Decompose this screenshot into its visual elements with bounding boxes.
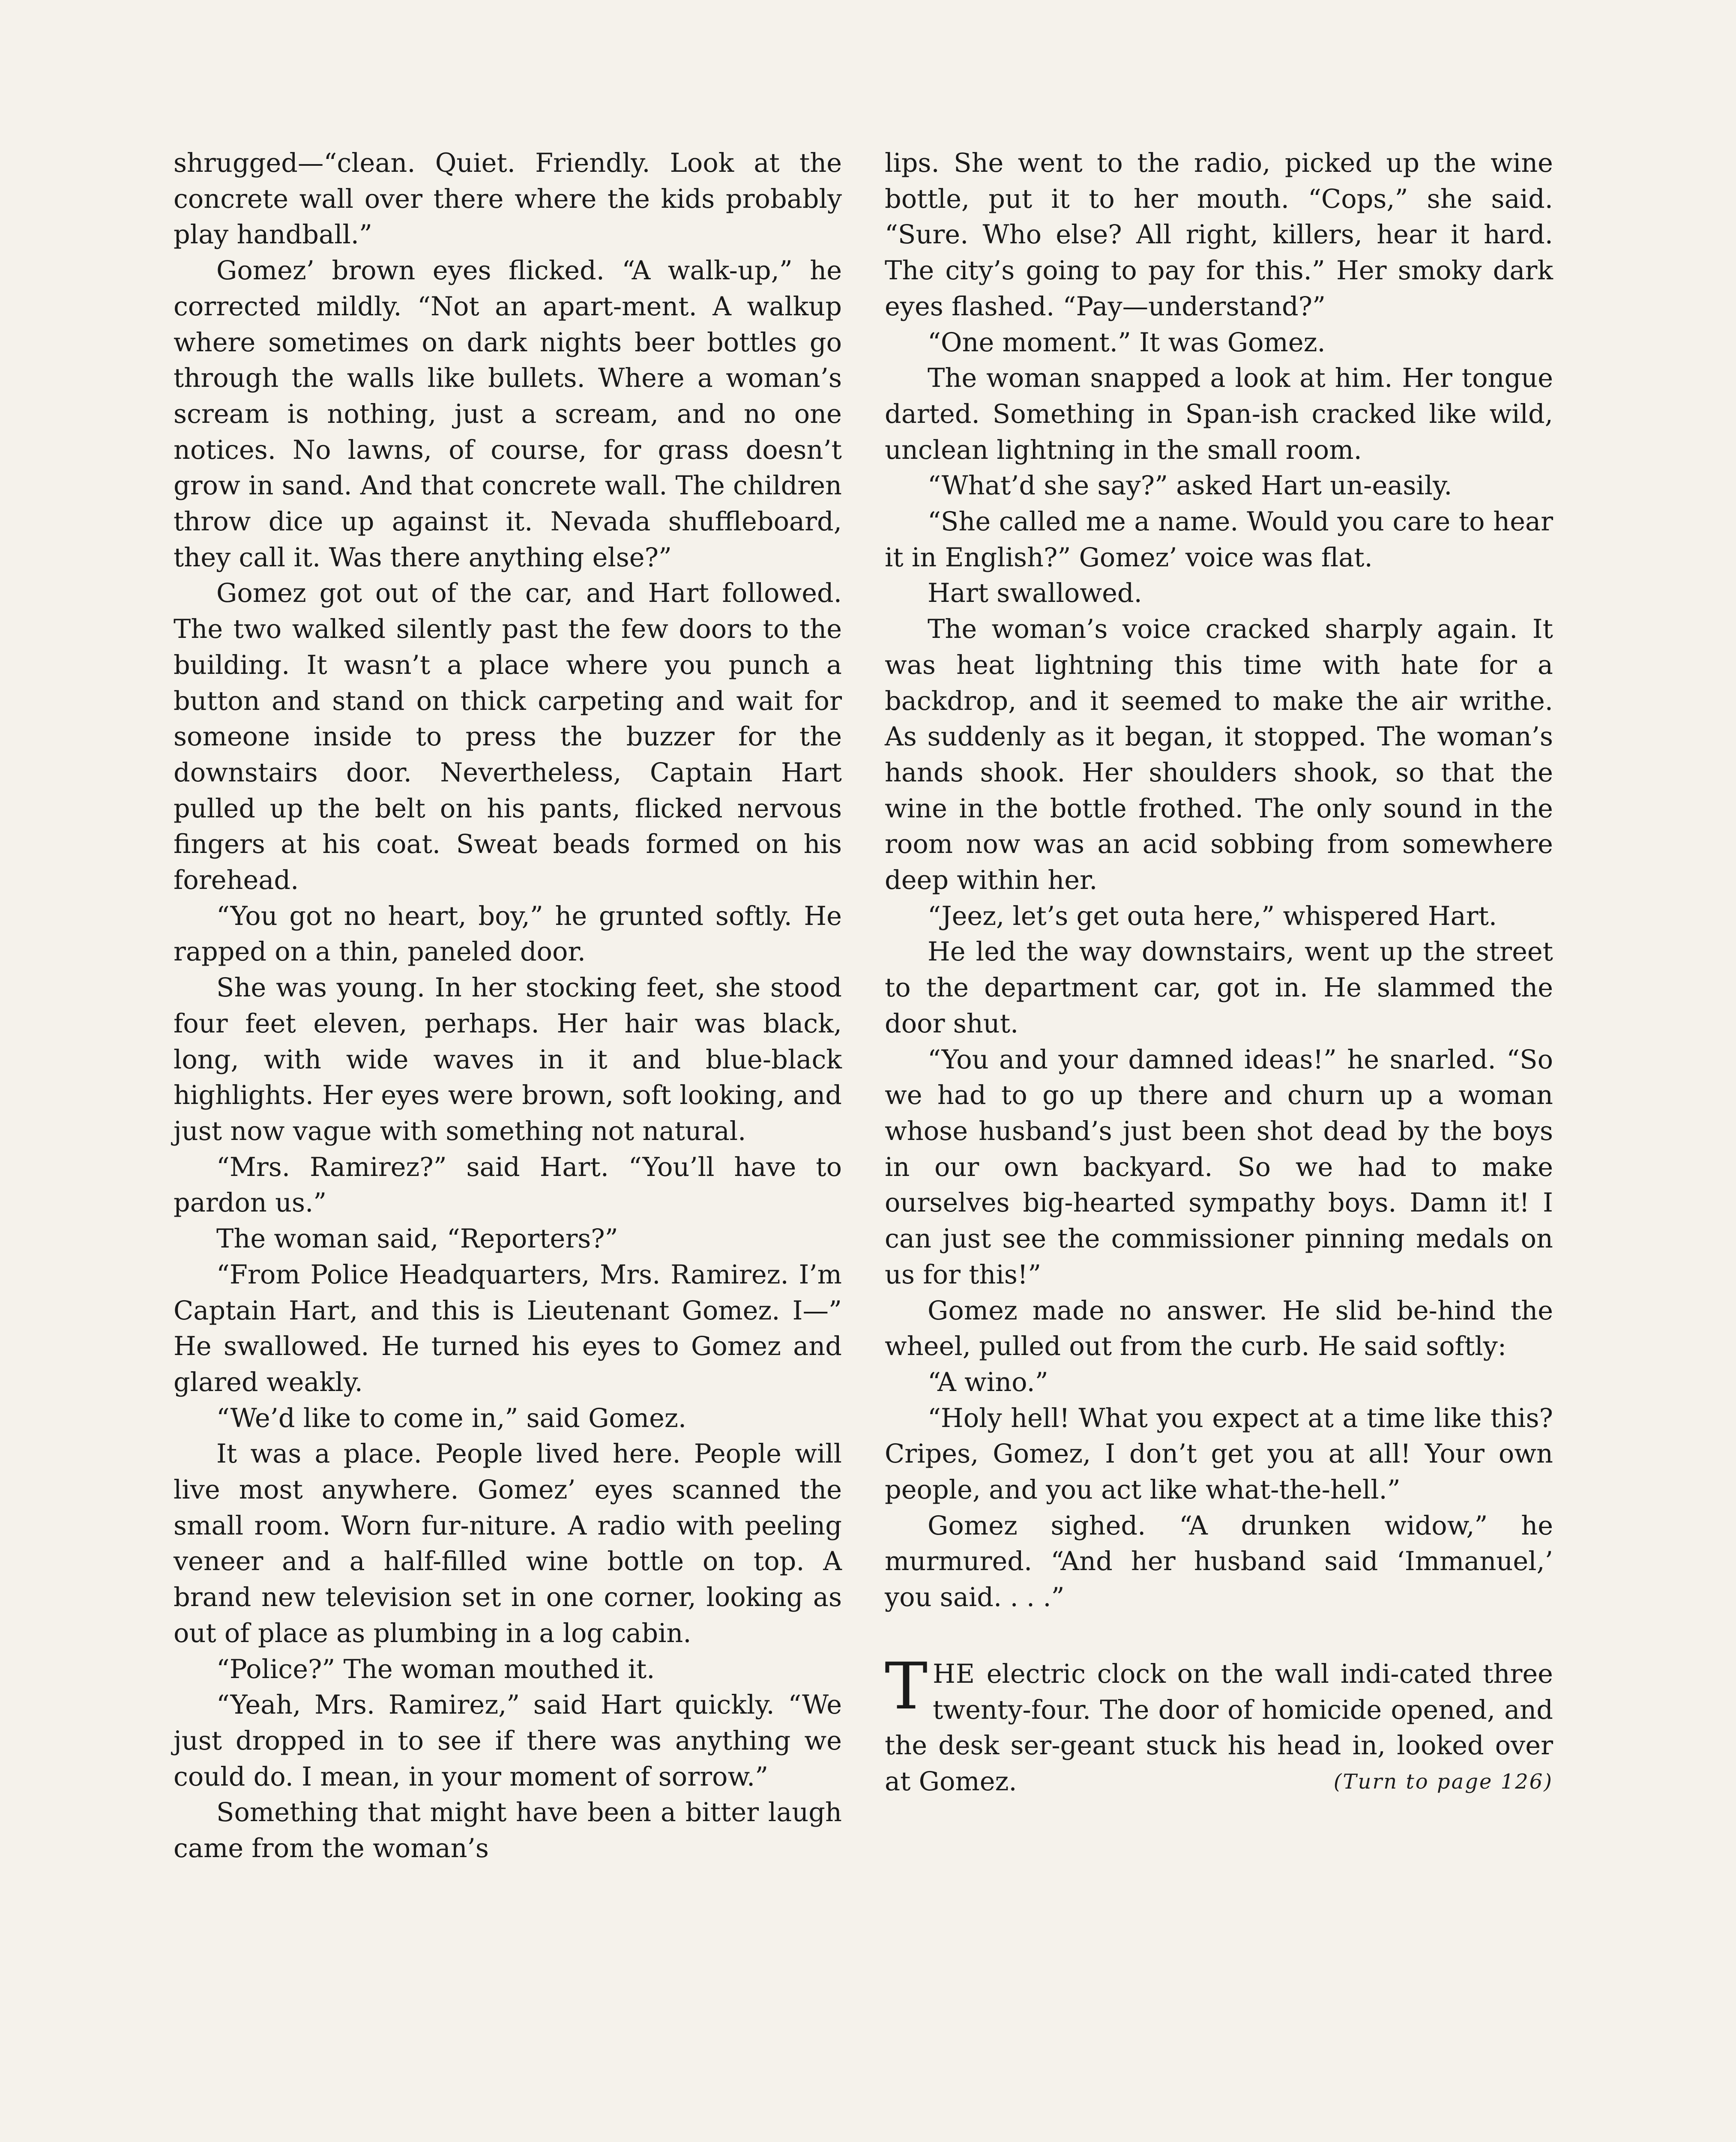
- paragraph: She was young. In her stocking feet, she stood four feet eleven, perhaps. Her hair was black, long, with wide waves in it and blue-black highlights. Her eyes were brown, soft looking, and just now vague with something not natural.: [174, 973, 842, 1146]
- small-caps-lead: HE: [933, 1659, 975, 1689]
- paragraph: lips. She went to the radio, picked up the wine bottle, put it to her mouth. “Cops,” she said. “Sure. Who else? All right, killers, hear it hard. The city’s going to pay for this.” Her smoky dark eyes flashed. “Pay—understand?”: [885, 148, 1553, 322]
- paragraph: “Police?” The woman mouthed it.: [216, 1654, 655, 1684]
- paragraph: “A wino.”: [928, 1367, 1048, 1397]
- paragraph: “You and your damned ideas!” he snarled. “So we had to go up there and churn up a woman whose husband’s just been shot dead by the boys in our own backyard. So we had to make ourselves big-hearted sympathy boys. Damn it! I can just see the commissioner pinning medals on us for this!”: [885, 1044, 1553, 1290]
- paragraph: Gomez sighed. “A drunken widow,” he murmured. “And her husband said ‘Immanuel,’ you said. . . .”: [885, 1511, 1553, 1613]
- paragraph: Gomez got out of the car, and Hart followed. The two walked silently past the few doors to the building. It wasn’t a place where you punch a button and stand on thick carpeting and wait for someone inside to press the buzzer for the downstairs door. Nevertheless, Captain Hart pulled up the belt on his pants, flicked nervous fingers at his coat. Sweat beads formed on his forehead.: [174, 578, 842, 896]
- paragraph: The woman’s voice cracked sharply again. It was heat lightning this time with hate for a backdrop, and it seemed to make the air writhe. As suddenly as it began, it stopped. The woman’s hands shook. Her shoulders shook, so that the wine in the bottle frothed. The only sound in the room now was an acid sobbing from somewhere deep within her.: [885, 614, 1553, 896]
- paragraph: “She called me a name. Would you care to hear it in English?” Gomez’ voice was flat.: [885, 507, 1553, 573]
- right-text-column: [885, 146, 1553, 1800]
- paragraph: shrugged—“clean. Quiet. Friendly. Look at the concrete wall over there where the kids probably play handball.”: [174, 148, 842, 250]
- paragraph: “You got no heart, boy,” he grunted softly. He rapped on a thin, paneled door.: [174, 901, 842, 967]
- paragraph: “Jeez, let’s get outa here,” whispered Hart.: [928, 901, 1497, 931]
- paragraph: “What’d she say?” asked Hart un-easily.: [928, 471, 1452, 501]
- paragraph: “Mrs. Ramirez?” said Hart. “You’ll have to pardon us.”: [174, 1152, 842, 1218]
- section-opening-paragraph: [885, 1649, 1553, 1800]
- paragraph: The woman snapped a look at him. Her tongue darted. Something in Span-ish cracked like wild, unclean lightning in the small room.: [885, 363, 1553, 465]
- left-text-column: [174, 146, 842, 1867]
- paragraph: He led the way downstairs, went up the street to the department car, got in. He slammed the door shut.: [885, 937, 1553, 1039]
- paragraph: “We’d like to come in,” said Gomez.: [216, 1403, 687, 1433]
- paragraph: “One moment.” It was Gomez.: [928, 327, 1326, 358]
- drop-cap: T: [885, 1649, 928, 1724]
- paragraph: Gomez made no answer. He slid be-hind the wheel, pulled out from the curb. He said softly:: [885, 1295, 1553, 1362]
- paragraph: “Yeah, Mrs. Ramirez,” said Hart quickly. “We just dropped in to see if there was anything we could do. I mean, in your moment of sorrow.”: [174, 1690, 842, 1792]
- paragraph-text: electric clock on the wall indi-cated three twenty-four. The door of homicide opened, and the desk ser-geant stuck his head in, looked over at Gomez.: [885, 1659, 1553, 1797]
- paragraph: Gomez’ brown eyes flicked. “A walk-up,” he corrected mildly. “Not an apart-ment. A walkup where sometimes on dark nights beer bottles go through the walls like bullets. Where a woman’s scream is nothing, just a scream, and no one notices. No lawns, of course, for grass doesn’t grow in sand. And that concrete wall. The children throw dice up against it. Nevada shuffleboard, they call it. Was there anything else?”: [174, 256, 842, 573]
- paragraph: The woman said, “Reporters?”: [216, 1224, 618, 1254]
- paragraph: “Holy hell! What you expect at a time like this? Cripes, Gomez, I don’t get you at all! Your own people, and you act like what-the-hell.”: [885, 1403, 1553, 1505]
- paragraph: Hart swallowed.: [928, 578, 1142, 609]
- paragraph: It was a place. People lived here. People will live most anywhere. Gomez’ eyes scanned the small room. Worn fur-niture. A radio with peeling veneer and a half-filled wine bottle on top. A brand new television set in one corner, looking as out of place as plumbing in a log cabin.: [174, 1439, 842, 1648]
- paragraph: “From Police Headquarters, Mrs. Ramirez. I’m Captain Hart, and this is Lieutenant Gomez. I—” He swallowed. He turned his eyes to Gomez and glared weakly.: [174, 1259, 842, 1397]
- continued-on-note: (Turn to page 126): [1333, 1769, 1553, 1794]
- paragraph: Something that might have been a bitter laugh came from the woman’s: [174, 1798, 842, 1864]
